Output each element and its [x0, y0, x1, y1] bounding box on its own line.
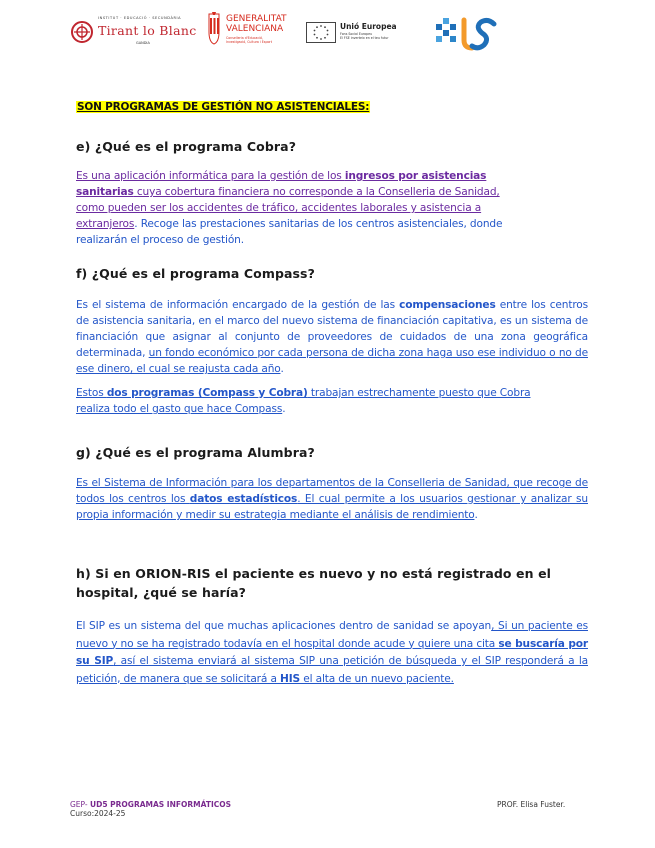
- cobra-line-1: [76, 168, 588, 184]
- cobra-highlight-ingresos: ingresos por asistencias: [344, 170, 487, 182]
- compass-cobra-text-a: Estos: [76, 387, 107, 399]
- cobra-highlight-sanitarias: sanitarias: [76, 186, 134, 198]
- answer-orion: [76, 618, 588, 688]
- cobra-text-1a: Es una aplicación informática para la gestión de los: [76, 170, 345, 182]
- fse-logo-icon: [432, 14, 504, 54]
- orion-text-a: El SIP es un sistema del que muchas aplicaciones dentro de sanidad se apoyan: [76, 620, 492, 632]
- cobra-text-4b: . Recoge las prestaciones sanitarias de los centros asistenciales, donde: [134, 218, 503, 230]
- compass-cobra-text-d: realiza todo el gasto que hace Compass: [76, 403, 283, 415]
- gva-title: [226, 14, 287, 34]
- footer-course-name: UD5 PROGRAMAS INFORMÁTICOS: [90, 800, 232, 809]
- compass-highlight-compensaciones: compensaciones: [399, 299, 496, 311]
- compass-cobra-text-e: .: [282, 403, 286, 415]
- gva-title-line2: VALENCIANA: [226, 24, 284, 34]
- cobra-line-5: realizarán el proceso de gestión.: [76, 234, 244, 246]
- gva-sub-line1: Conselleria d'Educació,: [226, 36, 263, 40]
- tirant-emblem-icon: [70, 20, 94, 44]
- tirant-name: Tirant lo Blanc: [98, 23, 197, 38]
- eu-sub-line2: El FSE inverteix en el teu futur: [340, 36, 389, 40]
- gva-shield-icon: [206, 12, 222, 46]
- eu-subtitle: [340, 32, 389, 40]
- orion-text-b: , Si un paciente es nuevo y no se ha registrado todavía en el hospital donde acude y quiere una cita: [76, 620, 588, 650]
- orion-highlight-sip: se buscaría por su SIP: [76, 637, 588, 667]
- compass-underlined-fondo: un fondo económico por cada persona de dicha zona haga uso ese individuo o no de ese dinero, el cual se reajusta cada año: [76, 347, 588, 375]
- tirant-sub: GANDIA: [136, 41, 150, 45]
- alumbra-text-d: .: [474, 509, 478, 521]
- compass-text-e: .: [280, 363, 284, 375]
- answer-compass: [76, 297, 588, 377]
- eu-sub-line1: Fons Social Europeu: [340, 32, 373, 36]
- generalitat-logo: [206, 10, 294, 54]
- gva-title-line1: GENERALITAT: [226, 14, 287, 24]
- eu-flag-icon: [306, 22, 336, 43]
- footer-gep: GEP-: [70, 800, 90, 809]
- orion-text-f: el alta de un nuevo paciente.: [300, 672, 454, 685]
- compass-cobra-line-1: [76, 385, 588, 401]
- eu-title: Unió Europea: [340, 22, 397, 31]
- question-compass-title: f) ¿Qué es el programa Compass?: [76, 266, 315, 281]
- question-cobra-title: e) ¿Qué es el programa Cobra?: [76, 139, 297, 154]
- footer-year: Curso:2024-25: [70, 809, 126, 818]
- footer-course: [70, 800, 231, 818]
- alumbra-highlight-datos: datos estadísticos: [189, 493, 298, 505]
- question-orion-title: h) Si en ORION-RIS el paciente es nuevo y no está registrado en el hospital, ¿qué se haría?: [76, 566, 552, 600]
- union-europea-logo: [306, 22, 422, 48]
- cobra-line-4: [76, 216, 588, 232]
- cobra-text-2b: cuya cobertura financiera no corresponde a la Conselleria de Sanidad,: [133, 186, 500, 198]
- answer-cobra: [76, 168, 588, 248]
- orion-highlight-his: HIS: [280, 672, 301, 685]
- cobra-line-2: [76, 184, 588, 200]
- answer-compass-cobra: [76, 385, 588, 417]
- footer-course-line: [70, 800, 231, 809]
- section-title: SON PROGRAMAS DE GESTIÓN NO ASISTENCIALES:: [77, 101, 370, 113]
- compass-text-a: Es el sistema de información encargado de la gestión de las: [76, 299, 400, 311]
- compass-cobra-line-2: [76, 401, 588, 417]
- compass-cobra-text-c: trabajan estrechamente puesto que Cobra: [307, 387, 531, 399]
- footer-author: PROF. Elisa Fuster.: [497, 800, 566, 809]
- answer-alumbra: [76, 475, 588, 523]
- gva-sub-line2: Investigació, Cultura i Esport: [226, 40, 272, 44]
- tirant-top-text: INSTITUT · EDUCACIÓ · SECUNDÀRIA: [98, 16, 182, 20]
- tirant-lo-blanc-logo: [70, 14, 197, 50]
- cobra-text-extranjeros: extranjeros: [76, 218, 135, 230]
- alumbra-text-a: Es el Sistema de Información para los departamentos de la Conselleria de Sanidad, que recoge de todos los centros los: [76, 477, 588, 505]
- alumbra-text-c: . El cual permite a los usuarios gestionar y analizar su propia información y medir su estrategia mediante el análisis de rendimiento: [76, 493, 588, 521]
- orion-text-d: , así el sistema enviará al sistema SIP una petición de búsqueda y el SIP responderá a la petición, de manera que se solicitará a: [76, 655, 588, 685]
- compass-text-c: entre los centros de asistencia sanitaria, en el marco del nuevo sistema de financiación capitativa, es un sistema de financiación que asignar al conjunto de proveedores de cuidados de una zona geográfica determinada,: [76, 299, 588, 359]
- gva-subtitle: [226, 36, 290, 44]
- cobra-line-3: como pueden ser los accidentes de tráfico, accidentes laborales y asistencia a: [76, 202, 482, 214]
- question-alumbra-title: g) ¿Qué es el programa Alumbra?: [76, 445, 315, 460]
- header-logos: [70, 10, 510, 54]
- compass-cobra-highlight: dos programas (Compass y Cobra): [106, 387, 308, 399]
